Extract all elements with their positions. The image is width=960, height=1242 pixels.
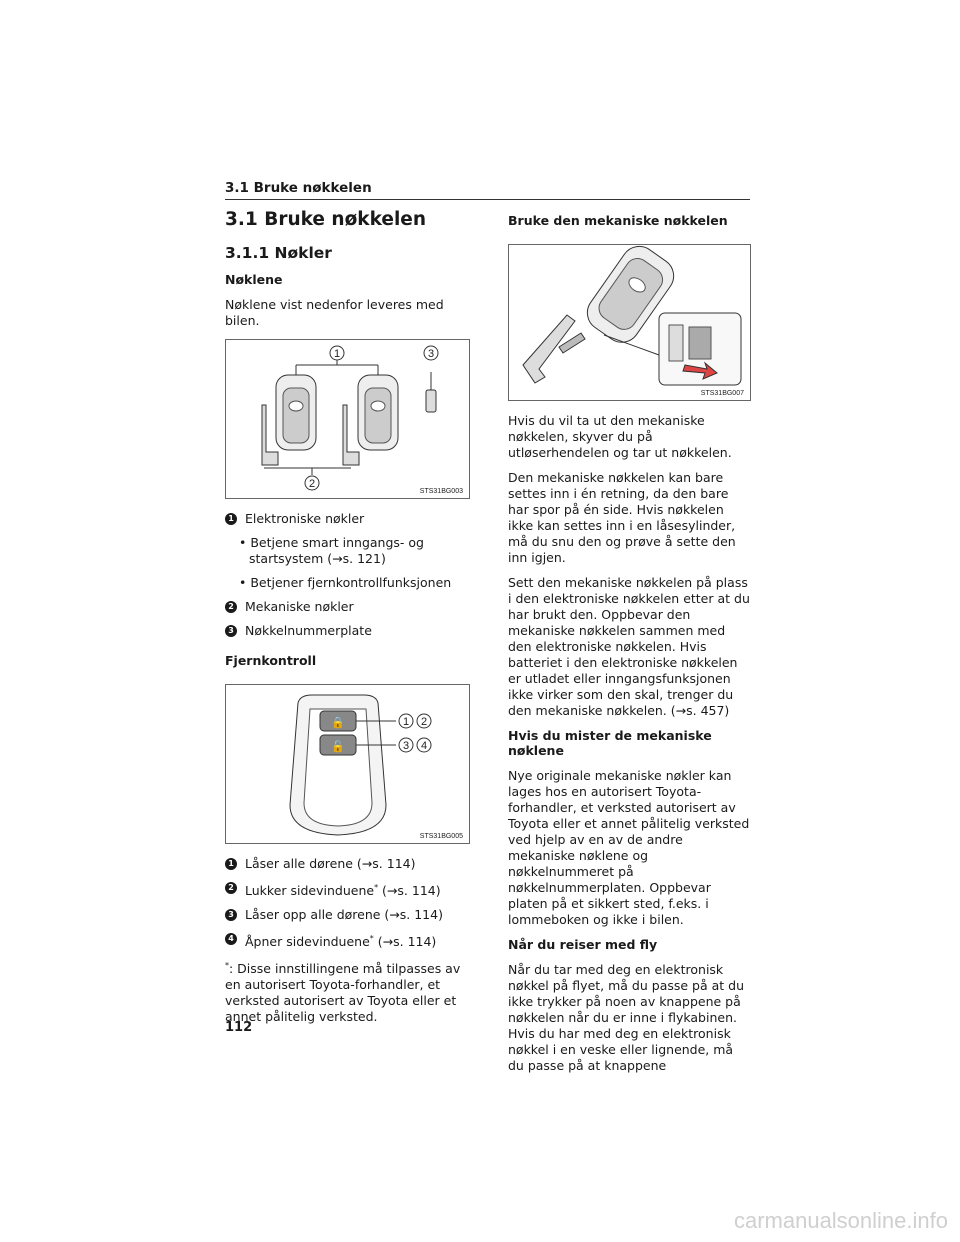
item-text: Åpner sidevinduene: [245, 934, 370, 950]
fig2-label-2: 2: [420, 716, 428, 728]
remote-figure: [225, 684, 470, 844]
list-item: [225, 931, 475, 950]
list-item: [225, 856, 475, 872]
remote-illustration: [226, 685, 469, 843]
right-column: [508, 205, 751, 1083]
bullet-item: • Betjene smart inngangs- og startsystem (→s. 121): [239, 535, 424, 566]
mechanical-key-illustration: [509, 245, 750, 400]
item-text: Nøkkelnummerplate: [245, 623, 372, 638]
lock-icon: 🔒: [331, 716, 345, 729]
footnote-text: : Disse innstillingene må tilpasses av en autorisert Toyota-forhandler, et verksted autorisert av Toyota eller et annet pålitelig verksted.: [225, 961, 461, 1025]
item-text: Låser alle dørene (→s. 114): [245, 856, 416, 871]
paragraph: Når du tar med deg en elektronisk nøkkel på flyet, må du passe på at du ikke trykker på noen av knappene på nøkkelen når du er inne i flykabinen. Hvis du har med deg en elektronisk nøkkel i en veske eller lignende, må du passe på at knappene: [508, 962, 744, 1073]
paragraph: Den mekaniske nøkkelen kan bare settes inn i én retning, da den bare har spor på én side. Hvis nøkkelen ikke kan settes inn i en låsesylinder, må du snu den og prøve å sette den inn igjen.: [508, 470, 736, 565]
keys-figure: [225, 339, 470, 499]
running-header: 3.1 Bruke nøkkelen: [225, 180, 372, 196]
footnote-star: *: [225, 961, 229, 971]
paragraph: Nye originale mekaniske nøkler kan lages hos en autorisert Toyota-forhandler, et verksted autorisert av Toyota eller et annet pålitelig verksted ved hjelp av en av de andre mekaniske nøklene og nøkkelnummeret på nøkkelnummerplaten. Oppbevar platen på et sikkert sted, f.eks. i lommeboken og ikke i bilen.: [508, 768, 750, 927]
list-item: [225, 599, 475, 615]
item-number: 4: [225, 933, 237, 945]
heading-flying: Når du reiser med fly: [508, 937, 658, 952]
chapter-title: 3.1 Bruke nøkkelen: [225, 209, 426, 230]
keys-illustration: [226, 340, 469, 498]
fig1-label-3: 3: [427, 348, 435, 360]
bullet-item: • Betjener fjernkontrollfunksjonen: [239, 575, 452, 590]
subsection-heading-keys: Nøklene: [225, 272, 283, 287]
figure-code: STS31BG007: [700, 390, 744, 397]
list-item: [225, 880, 475, 899]
fig1-label-1: 1: [333, 348, 341, 360]
item-text: Låser opp alle dørene (→s. 114): [245, 907, 443, 923]
mechanical-key-figure: [508, 244, 751, 401]
fig2-label-4: 4: [420, 740, 428, 752]
item-number: 1: [225, 858, 237, 870]
left-column: [225, 205, 475, 1025]
figure-code: STS31BG005: [419, 833, 463, 840]
fig1-label-2: 2: [308, 478, 316, 490]
section-title: 3.1.1 Nøkler: [225, 244, 332, 262]
item-number: 2: [225, 601, 237, 613]
page-number: 112: [225, 1020, 253, 1035]
item-number: 1: [225, 513, 237, 525]
heading-lost-keys: Hvis du mister de mekaniske nøklene: [508, 728, 712, 758]
item-number: 3: [225, 625, 237, 637]
list-item: [225, 623, 475, 639]
item-number: 2: [225, 882, 237, 894]
watermark: carmanualsonline.info: [733, 1208, 948, 1233]
list-item: [225, 907, 475, 923]
fig2-label-3: 3: [402, 740, 410, 752]
keys-intro: Nøklene vist nedenfor leveres med bilen.: [225, 297, 444, 328]
subsection-heading-remote: Fjernkontroll: [225, 653, 317, 668]
footnote: [225, 958, 475, 1025]
paragraph: Sett den mekaniske nøkkelen på plass i den elektroniske nøkkelen etter at du har brukt den. Oppbevar den mekaniske nøkkelen sammen med den elektroniske nøkkelen. Hvis batteriet i den elektroniske nøkkelen er utladet eller inngangsfunksjonen ikke virker som den skal, trenger du den mekaniske nøkkelen. (→s. 457): [508, 575, 750, 718]
header-divider: [225, 199, 750, 200]
item-reference: (→s. 114): [378, 883, 441, 899]
footnote-marker: *: [369, 934, 374, 944]
figure-code: STS31BG003: [419, 488, 463, 495]
heading-mechanical-key: Bruke den mekaniske nøkkelen: [508, 213, 728, 228]
fig2-label-1: 1: [402, 716, 410, 728]
item-text: Mekaniske nøkler: [245, 599, 354, 614]
unlock-icon: 🔓: [331, 740, 345, 753]
footnote-marker: *: [374, 883, 379, 892]
paragraph: Hvis du vil ta ut den mekaniske nøkkelen, skyver du på utløserhendelen og tar ut nøkkelen.: [508, 413, 732, 460]
item-number: 3: [225, 909, 237, 921]
list-item: [225, 511, 475, 527]
item-text: Elektroniske nøkler: [245, 511, 365, 526]
item-text: Lukker sidevinduene: [245, 883, 375, 899]
item-reference: (→s. 114): [373, 934, 437, 950]
